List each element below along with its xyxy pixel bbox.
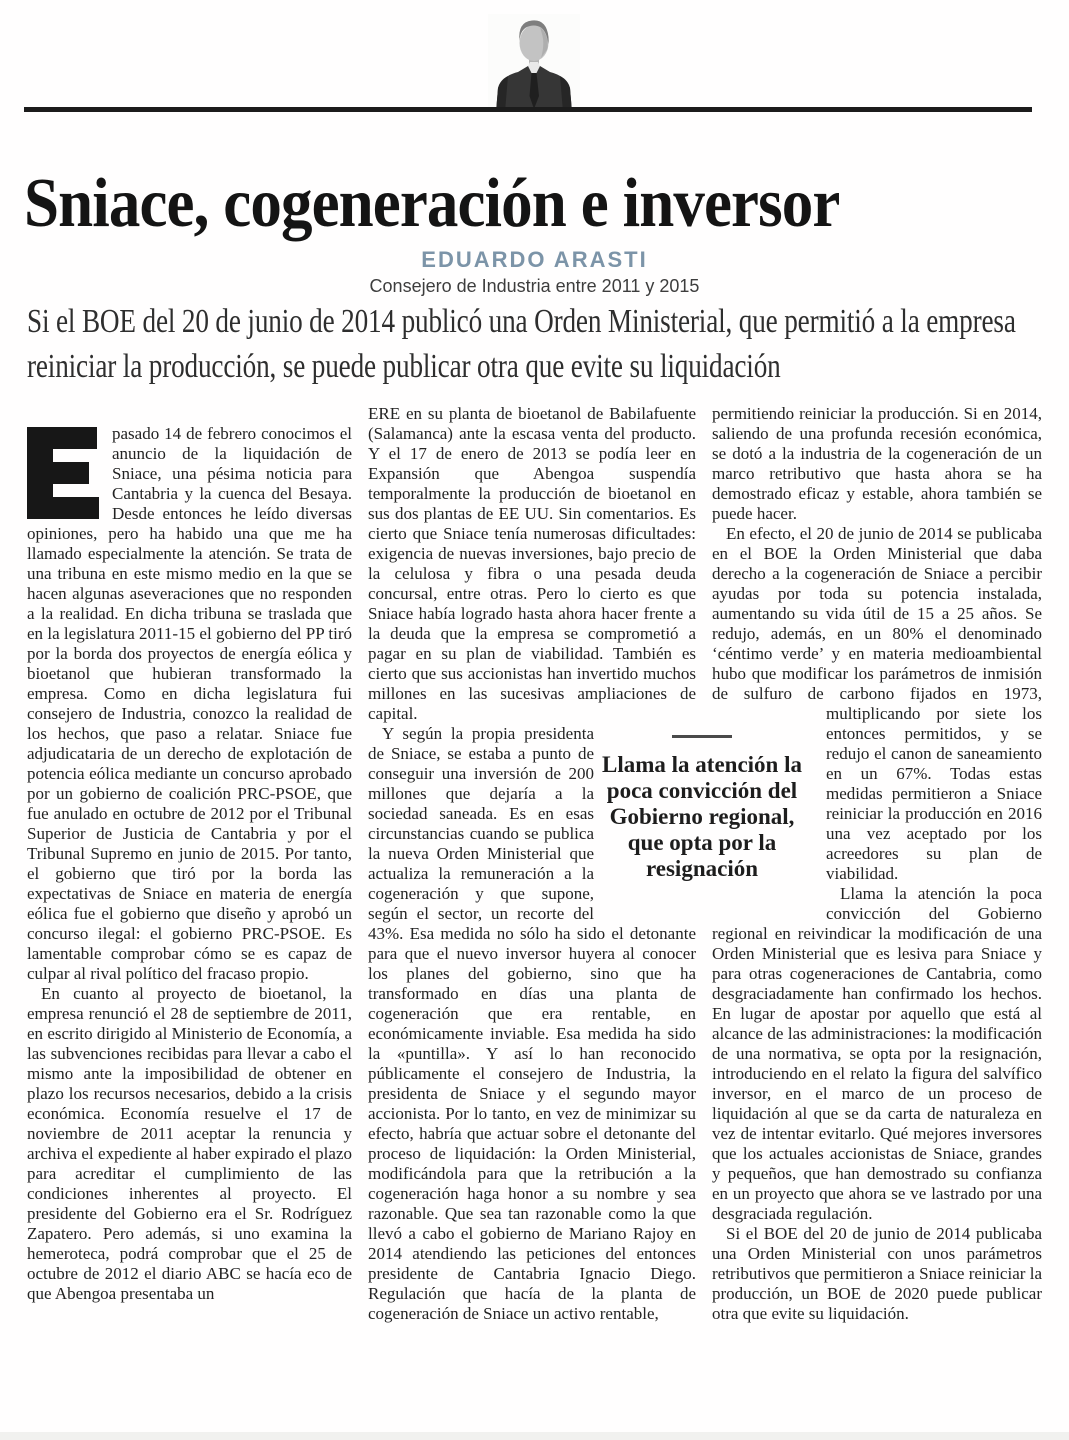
header-rule xyxy=(24,107,1032,112)
paragraph xyxy=(27,424,352,984)
paragraph-text: Y según la propia presidenta de Sniace, se estaba a punto de conseguir una inversión de 200 millones que dejaría a la sociedad saneada. Es en esas circunstancias cuando se publica la nueva Orden Ministerial que actualiza la remuneración a la cogeneración y que supone, según el sector, un recorte del 43%. Esa medida no sólo ha sido el detonante para que el nuevo inversor huyera al conocer los planes del gobierno, sino que ha transformado en días una planta de cogeneración que era rentable, en económicamente inviable. Esa medida ha sido la «puntilla». Y así lo han reconocido públicamente el consejero de Industria, la presidenta de Sniace y el segundo mayor accionista. Por lo tanto, en vez de minimizar su efecto, habría que actuar sobre el detonante del proceso de liquidación: la Orden Ministerial, modificándola para que la retribución a la cogeneración haga honor a su nombre y sea razonable. Que sea tan razonable como la que llevó a cabo el gobierno de Mariano Rajoy en 2014 atendiendo las peticiones del entonces presidente de Cantabria Ignacio Diego. Regulación que hacía de la planta de cogeneración de Sniace un activo rentable, xyxy=(368,724,696,1323)
paragraph-text: En efecto, el 20 de junio de 2014 se publicaba en el BOE la Orden Ministerial que daba derecho a la cogeneración de Sniace a percibir ayudas por toda su potencia instalada, aumentando su vida útil de 15 a 25 años. Se redujo, además, en un 80% el denominado ‘céntimo verde’ y en materia medioambiental hubo que modificar los parámetros de inmisión de sulfuro de carbono fijados en 1973, multiplicando xyxy=(712,524,1042,723)
standfirst: Si el BOE del 20 de junio de 2014 publicó una Orden Ministerial, que permitió a la empresa reiniciar la producción, se puede publicar otra que evite su liquidación xyxy=(27,303,1016,385)
paragraph-text: ERE en su planta de bioetanol de Babilafuente (Salamanca) ante la escasa venta del producto. Y el 17 de enero de 2013 se podía leer en Expansión que Abengoa suspendía temporalmente la producción de bioetanol en sus dos plantas de EE UU. Sin comentarios. Es cierto que Sniace tenía numerosas dificultades: exigencia de nuevas inversiones, bajo precio de la celulosa y fibra o una pesada deuda concursal, entre otras. Pero lo cierto es que Sniace había logrado hasta ahora hacer frente a la deuda que la empresa se comprometió a pagar en su plan de viabilidad. También es cierto que sus accionistas han invertido muchos millones en las sucesivas ampliaciones de capital. xyxy=(368,404,696,723)
portrait-man-icon xyxy=(488,14,580,112)
pullquote xyxy=(594,735,810,882)
author-photo xyxy=(488,14,580,112)
pullquote-text: Llama la atención la poca convicción del Gobierno regional, que opta por la resignación xyxy=(602,752,802,881)
byline-author: EDUARDO ARASTI xyxy=(421,247,648,272)
dropcap xyxy=(27,427,101,519)
page-bottom-edge xyxy=(0,1432,1069,1440)
paragraph xyxy=(712,1224,1042,1324)
article-body xyxy=(27,404,1042,1324)
paragraph-text: Llama la atención la poca convicción del Gobierno regional en reivindicar la modificación de una Orden Ministerial que es lesiva para Sniace y para otras cogeneraciones de Cantabria, como desgraciadamente han confirmado los hechos. En lugar de apostar por aquello que está al alcance de las administraciones: la modificación de una normativa, se opta por la resignación, introduciendo en el relato la figura del salvífico inversor, en el marco de un proceso de liquidación al que se da carta de naturaleza en vez de intentar evitarlo. Qué mejores inversores que los actuales accionistas de Sniace, grandes y pequeños, que han demostrado su confianza en un proyecto que ahora se ve lastrado por una desgraciada regulación. xyxy=(712,884,1042,1223)
paragraph xyxy=(368,404,696,724)
byline-role: Consejero de Industria entre 2011 y 2015 xyxy=(369,276,700,296)
column-1 xyxy=(27,424,352,1324)
dropcap-letter-e xyxy=(27,427,101,519)
paragraph-text: por siete los entonces permitidos, y se redujo el canon de saneamiento en un 67%. Todas estas medidas permitieron a Sniace reiniciar la producción en 2016 una vez aceptado por los acreedores su plan de viabilidad. xyxy=(826,704,1042,883)
paragraph-text: permitiendo reiniciar la producción. Si en 2014, saliendo de una profunda recesión económica, se dotó a la industria de la cogeneración de un marco retributivo que hasta ahora se ha demostrado eficaz y estable, ahora también se puede hacer. xyxy=(712,404,1042,523)
paragraph xyxy=(27,984,352,1304)
paragraph-text: En cuanto al proyecto de bioetanol, la empresa renunció el 28 de septiembre de 2011, en escrito dirigido al Ministerio de Economía, a las subvenciones recibidas para llevar a cabo el mismo ante la imposibilidad de obtener en plazo los recursos necesarios, debido a la crisis económica. Economía resuelve el 17 de noviembre de 2011 aceptar la renuncia y archiva el expediente al haber expirado el plazo para acreditar el cumplimiento de las condiciones inherentes al proyecto. El presidente del Gobierno era el Sr. Rodríguez Zapatero. Pero además, si uno examina la hemeroteca, podrá comprobar que el 25 de octubre de 2012 el diario ABC se hacía eco de que Abengoa presentaba un xyxy=(27,984,352,1303)
pullquote-rule xyxy=(672,735,732,738)
paragraph-text: Si el BOE del 20 de junio de 2014 publicaba una Orden Ministerial con unos parámetros retributivos que permitieron a Sniace reiniciar la producción, un BOE de 2020 puede publicar otra que evite su liquidación. xyxy=(712,1224,1042,1323)
headline: Sniace, cogeneración e inversor xyxy=(24,164,840,242)
paragraph xyxy=(712,404,1042,524)
paragraph xyxy=(712,884,1042,1224)
paragraph-text: pasado 14 de febrero conocimos el anuncio de la liquidación de Sniace, una pésima noticia para Cantabria y la cuenca del Besaya. Desde entonces he leído diversas opiniones, pero ha habido una que me ha llamado especialmente la atención. Se trata de una tribuna en este mismo medio en la que se hacen algunas aseveraciones que no responden a la realidad. En dicha tribuna se traslada que en la legislatura 2011-15 el gobierno del PP tiró por la borda dos proyectos de energía eólica y bioetanol que hubieran transformado la empresa. Como en dicha legislatura fui consejero de Industria, conozco la realidad de los hechos, que paso a relatar. Sniace fue adjudicataria de un derecho de explotación de potencia eólica mediante un concurso aprobado por un gobierno de coalición PRC-PSOE, que fue anulado en octubre de 2012 por el Tribunal Superior de Justicia de Cantabria y por el Tribunal Supremo en junio de 2015. Por tanto, el gobierno que tiró por la borda las expectativas de Sniace en materia de energía eólica fue el gobierno que diseño y aprobó un concurso ilegal: el gobierno PRC-PSOE. Es lamentable comprobar cómo se es capaz de culpar al rival político del fracaso propio. xyxy=(27,424,352,983)
